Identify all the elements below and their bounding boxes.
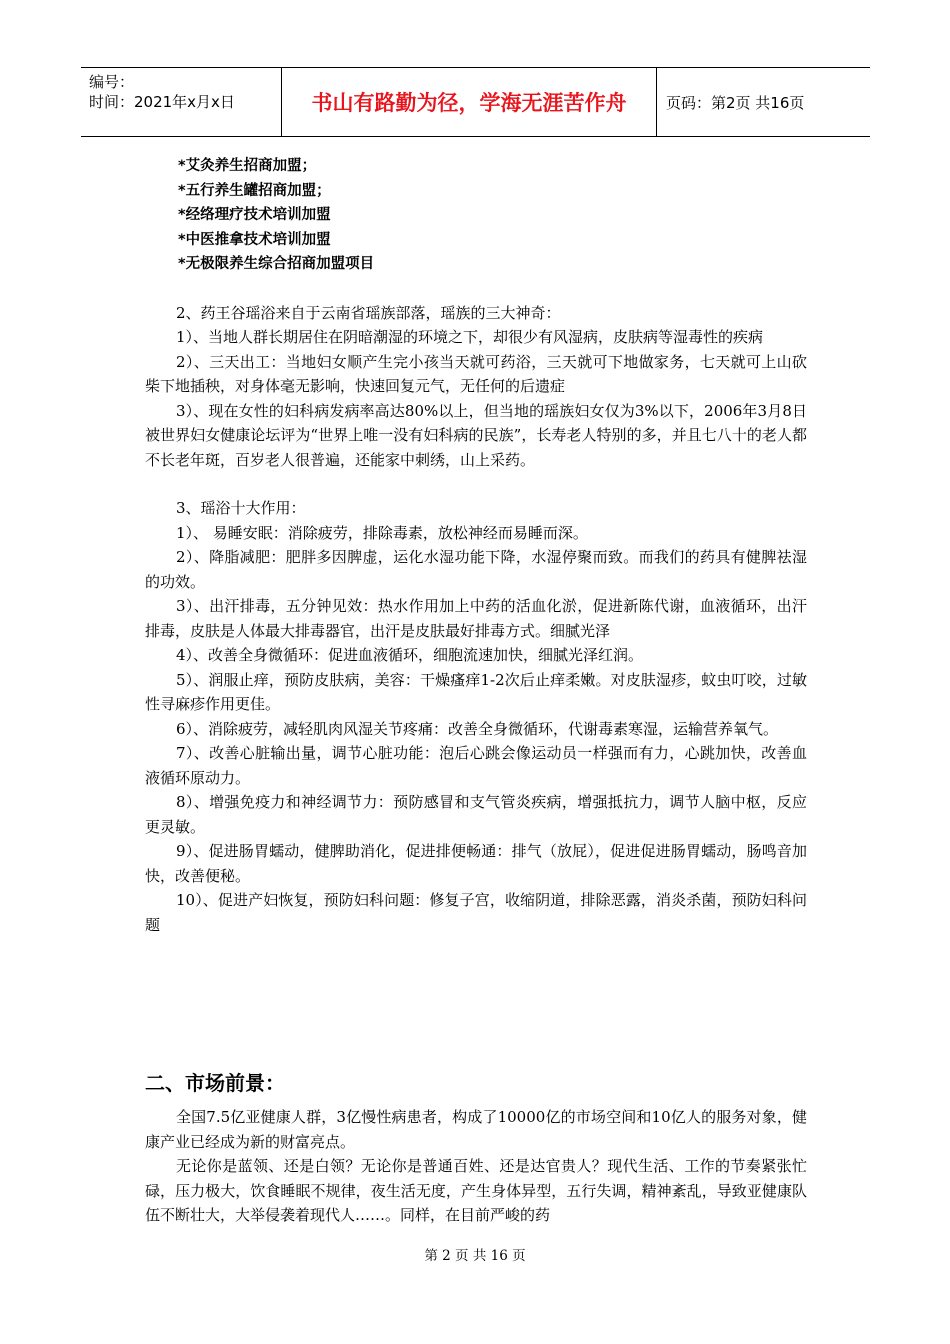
header-page-info: 页码：第2页 共16页	[666, 93, 805, 112]
date-label: 时间：2021年x月x日	[89, 93, 235, 111]
number-label: 编号：	[89, 73, 135, 91]
header-left-cell	[81, 68, 282, 136]
section3-item: 2）、降脂减肥：肥胖多因脾虚，运化水湿功能下降，水湿停聚而致。而我们的药具有健脾祛湿的功效。	[145, 548, 807, 591]
section3-item: 1）、 易睡安眠：消除疲劳，排除毒素，放松神经而易睡而深。	[176, 523, 588, 542]
bullet-item: *经络理疗技术培训加盟	[178, 207, 331, 223]
section2-item: 3）、现在女性的妇科病发病率高达80%以上，但当地的瑶族妇女仅为3%以下，2006年3月8日被世界妇女健康论坛评为“世界上唯一没有妇科病的民族”，长寿老人特别的多，并且七八十的老人都不长老年斑，百岁老人很普遍，还能家中刺绣，山上采药。	[145, 401, 807, 469]
section2-item: 2）、三天出工：当地妇女顺产生完小孩当天就可药浴，三天就可下地做家务，七天就可上山砍柴下地插秧，对身体毫无影响，快速回复元气，无任何的后遗症	[145, 352, 807, 395]
section2-title: 2、药王谷瑶浴来自于云南省瑶族部落，瑶族的三大神奇：	[176, 303, 561, 322]
market-paragraph: 全国7.5亿亚健康人群，3亿慢性病患者，构成了10000亿的市场空间和10亿人的服务对象，健康产业已经成为新的财富亮点。	[145, 1108, 807, 1151]
section3-item: 6）、消除疲劳，减轻肌肉风湿关节疼痛：改善全身微循环，代谢毒素寒湿，运输营养氧气。	[176, 719, 779, 738]
market-paragraph: 无论你是蓝领、还是白领？无论你是普通百姓、还是达官贵人？现代生活、工作的节奏紧张忙碌，压力极大，饮食睡眠不规律，夜生活无度，产生身体异型，五行失调，精神紊乱，导致亚健康队伍不断壮大，大举侵袭着现代人……。同样，在目前严峻的药	[145, 1157, 807, 1224]
section3-item: 5）、润服止痒，预防皮肤病，美容：干燥瘙痒1-2次后止痒柔嫩。对皮肤湿疹，蚊虫叮咬，过敏性寻麻疹作用更佳。	[145, 670, 807, 713]
section3-item: 4）、改善全身微循环：促进血液循环，细胞流速加快，细腻光泽红润。	[176, 646, 644, 664]
bullet-item: *中医推拿技术培训加盟	[178, 231, 331, 248]
section3-item: 10）、促进产妇恢复，预防妇科问题：修复子宫，收缩阴道，排除恶露，消炎杀菌，预防妇科问题	[145, 891, 807, 934]
section3-item: 7）、改善心脏输出量，调节心脏功能：泡后心跳会像运动员一样强而有力，心跳加快，改善血液循环原动力。	[145, 744, 807, 787]
main-content	[145, 154, 807, 937]
page-footer: 第 2 页 共 16 页	[424, 1248, 526, 1264]
section3-item: 9）、促进肠胃蠕动，健脾助消化，促进排便畅通：排气（放屁），促进促进肠胃蠕动，肠鸣音加快，改善便秘。	[145, 842, 807, 885]
section3-item: 3）、出汗排毒，五分钟见效：热水作用加上中药的活血化淤，促进新陈代谢，血液循环，出汗排毒，皮肤是人体最大排毒器官，出汗是皮肤最好排毒方式。细腻光泽	[145, 597, 807, 640]
market-section	[145, 1105, 807, 1228]
bullet-item: *无极限养生综合招商加盟项目	[178, 256, 375, 272]
section3-title: 3、瑶浴十大作用：	[176, 499, 306, 517]
header-motto: 书山有路勤为径，学海无涯苦作舟	[282, 68, 657, 136]
page-header	[81, 67, 870, 137]
bullet-item: *五行养生罐招商加盟；	[178, 182, 331, 199]
section2-item: 1）、当地人群长期居住在阴暗潮湿的环境之下，却很少有风湿病，皮肤病等湿毒性的疾病	[176, 328, 764, 346]
bullet-item: *艾灸养生招商加盟；	[178, 158, 317, 174]
section3-item: 8）、增强免疫力和神经调节力：预防感冒和支气管炎疾病，增强抵抗力，调节人脑中枢，反应更灵敏。	[145, 793, 807, 836]
market-heading: 二、市场前景：	[145, 1071, 285, 1095]
